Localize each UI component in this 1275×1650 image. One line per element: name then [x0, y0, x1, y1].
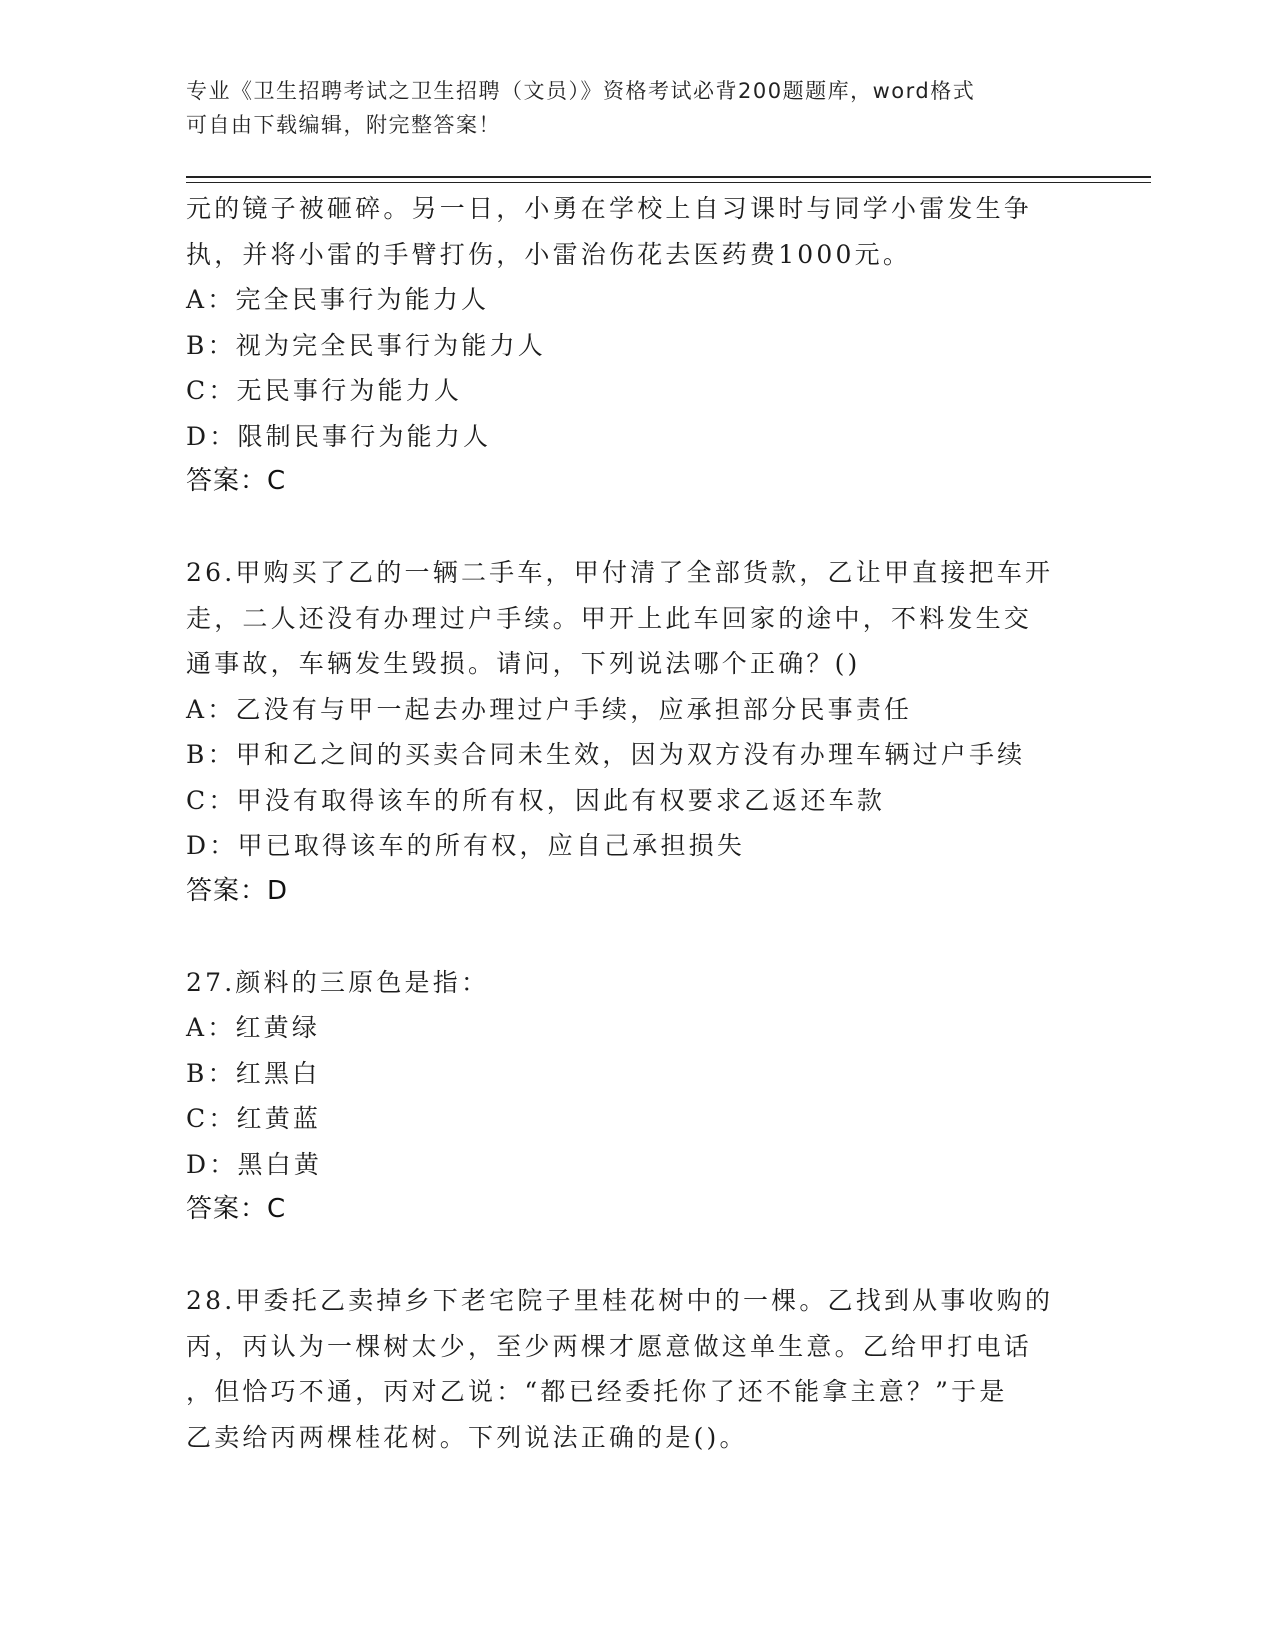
option-b: B：甲和乙之间的买卖合同未生效，因为双方没有办理车辆过户手续	[186, 740, 1026, 769]
option-d: D：限制民事行为能力人	[186, 421, 492, 451]
answer-label: 答案：C	[186, 466, 287, 496]
question-25	[186, 186, 1086, 505]
option-c: C：红黄蓝	[186, 1104, 322, 1133]
option-d: D：黑白黄	[186, 1149, 323, 1179]
option-c: C：无民事行为能力人	[186, 376, 463, 405]
question-text-line: ，但恰巧不通，丙对乙说：“都已经委托你了还不能拿主意？”于是	[186, 1377, 1008, 1406]
option-a: A：乙没有与甲一起去办理过户手续，应承担部分民事责任	[186, 694, 913, 724]
option-a: A：红黄绿	[186, 1013, 321, 1042]
spacer	[186, 505, 1086, 551]
question-text-line: 通事故，车辆发生毁损。请问，下列说法哪个正确？()	[186, 649, 861, 678]
option-c: C：甲没有取得该车的所有权，因此有权要求乙返还车款	[186, 785, 886, 815]
question-26	[186, 550, 1086, 914]
question-text-line: 元的镜子被砸碎。另一日，小勇在学校上自习课时与同学小雷发生争	[186, 194, 1033, 223]
option-a: A：完全民事行为能力人	[186, 285, 490, 314]
header-title-line-1: 专业《卫生招聘考试之卫生招聘（文员）》资格考试必背200题题库，word格式	[186, 79, 976, 103]
question-text-line: 27.颜料的三原色是指：	[186, 967, 490, 997]
option-b: B：视为完全民事行为能力人	[186, 330, 546, 360]
spacer	[186, 914, 1086, 960]
header-title-line-2: 可自由下载编辑，附完整答案！	[186, 113, 501, 137]
option-d: D：甲已取得该车的所有权，应自己承担损失	[186, 831, 746, 860]
question-text-line: 28.甲委托乙卖掉乡下老宅院子里桂花树中的一棵。乙找到从事收购的	[186, 1286, 1054, 1315]
question-28	[186, 1278, 1086, 1460]
option-b: B：红黑白	[186, 1058, 321, 1088]
question-text-line: 走，二人还没有办理过户手续。甲开上此车回家的途中，不料发生交	[186, 603, 1033, 633]
header-divider-thick	[186, 176, 1151, 178]
answer-label: 答案：C	[186, 1194, 287, 1224]
spacer	[186, 1233, 1086, 1279]
answer-label: 答案：D	[186, 875, 289, 906]
question-27	[186, 960, 1086, 1233]
document-header	[186, 74, 1086, 142]
document-body	[186, 186, 1086, 1460]
question-text-line: 26.甲购买了乙的一辆二手车，甲付清了全部货款，乙让甲直接把车开	[186, 558, 1054, 587]
header-divider-thin	[186, 182, 1151, 183]
question-text-line: 执，并将小雷的手臂打伤，小雷治伤花去医药费1000元。	[186, 239, 912, 269]
question-text-line: 丙，丙认为一棵树太少，至少两棵才愿意做这单生意。乙给甲打电话	[186, 1331, 1033, 1361]
question-text-line: 乙卖给丙两棵桂花树。下列说法正确的是()。	[186, 1422, 748, 1452]
